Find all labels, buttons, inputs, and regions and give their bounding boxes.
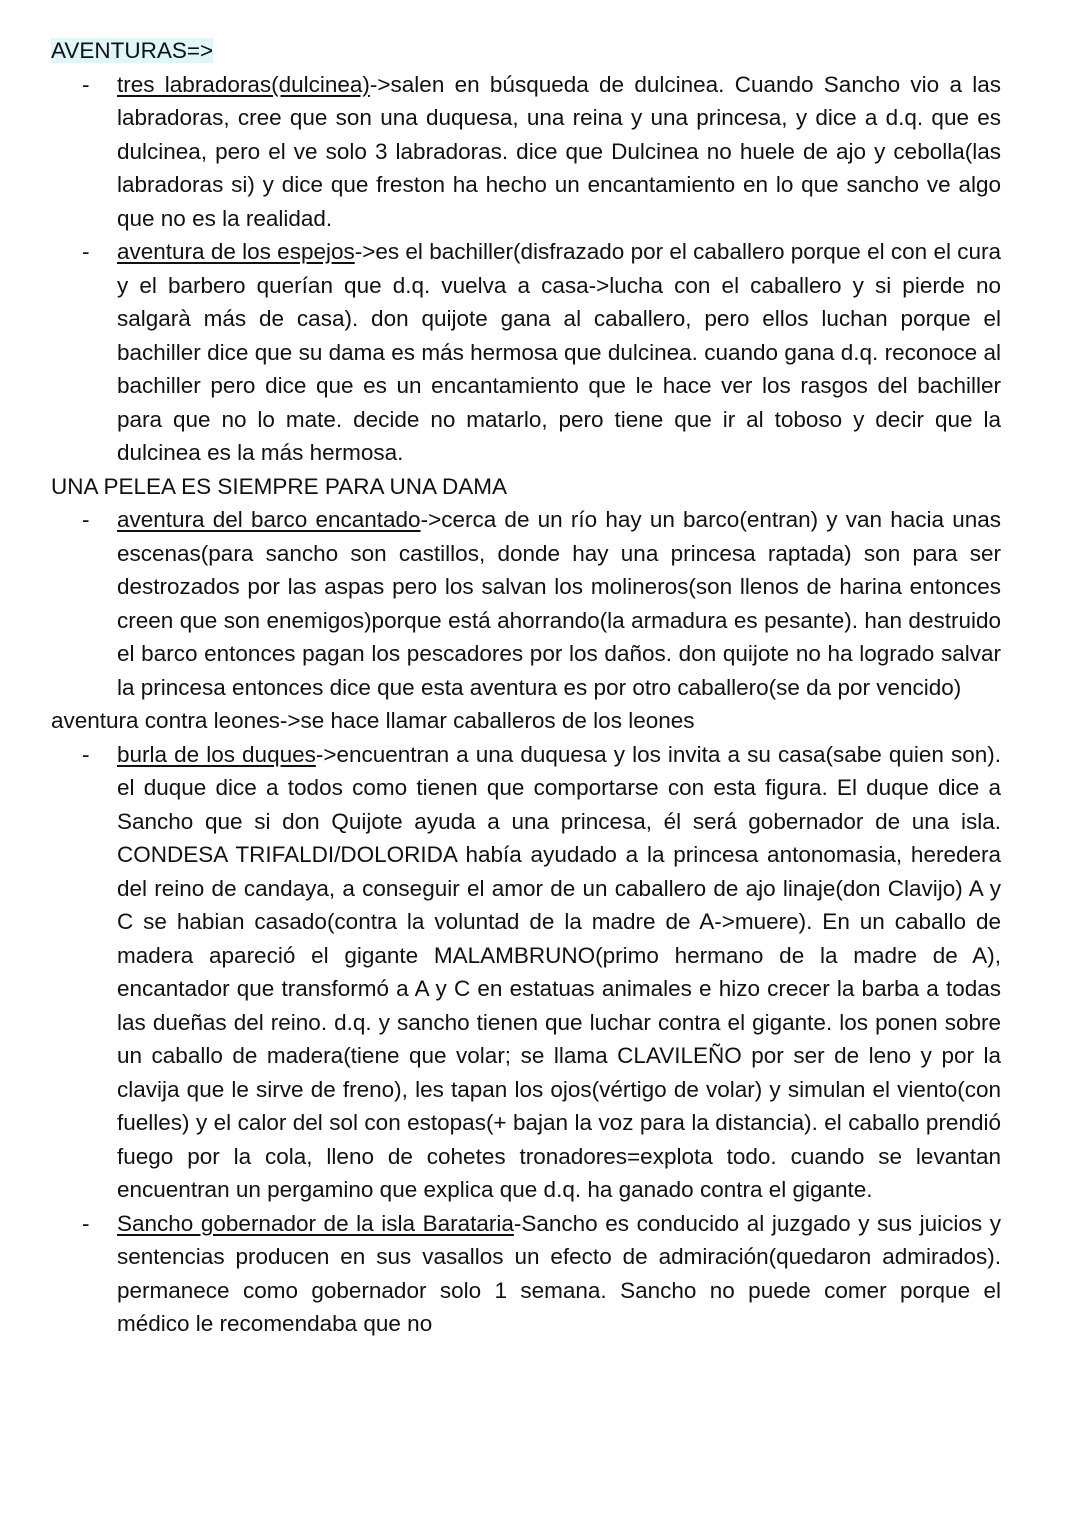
list-item-tres-labradoras [82,68,1001,236]
item-text: ->es el bachiller(disfrazado por el caballero porque el con el cura y el barbero querían que d.q. vuelva a casa->lucha con el caballero y si pierde no salgarà más de casa). don quijote gana al caballero, pero ellos luchan porque el bachiller dice que su dama es más hermosa que dulcinea. cuando gana d.q. reconoce al bachiller pero dice que es un encantamiento que le hace ver los rasgos del bachiller para que no lo mate. decide no matarlo, pero tiene que ir al toboso y decir que la dulcinea es la más hermosa. [117,239,1001,465]
heading-leones: aventura contra leones->se hace llamar caballeros de los leones [51,708,695,733]
bullet-dash: - [82,1210,90,1236]
list-item-burla-duques [82,738,1001,1207]
item-text: ->salen en búsqueda de dulcinea. Cuando Sancho vio a las labradoras, cree que son una duquesa, una reina y una princesa, y dice a d.q. que es dulcinea, pero el ve solo 3 labradoras. dice que Dulcinea no huele de ajo y cebolla(las labradoras si) y dice que freston ha hecho un encantamiento en lo que sancho ve algo que no es la realidad. [117,71,1001,231]
highlighted-heading: AVENTURAS=> [51,38,214,63]
list-item-espejos [82,235,1001,470]
item-title: aventura de los espejos [117,239,355,264]
list-item-barco-encantado [82,503,1002,704]
list-item-sancho-gobernador [82,1207,1001,1341]
item-title: Sancho gobernador de la isla Barataria [117,1210,514,1236]
bullet-dash: - [82,71,90,97]
bullet-dash: - [82,741,90,767]
heading-aventuras [51,34,1001,68]
item-text: ->encuentran a una duquesa y los invita a su casa(sabe quien son). el duque dice a todos como tienen que comportarse con esta figura. El duque dice a Sancho que si don Quijote ayuda a una princesa, él será gobernador de una isla. CONDESA TRIFALDI/DOLORIDA había ayudado a la princesa antonomasia, heredera del reino de candaya, a conseguir el amor de un caballero de ajo linaje(don Clavijo) A y C se habian casado(contra la voluntad de la madre de A->muere). En un caballo de madera apareció el gigante MALAMBRUNO(primo hermano de la madre de A), encantador que transformó a A y C en estatuas animales e hizo crecer la barba a todas las dueñas del reino. d.q. y sancho tienen que luchar contra el gigante. los ponen sobre un caballo de madera(tiene que volar; se llama CLAVILEÑO por ser de leno y por la clavija que le sirve de freno), les tapan los ojos(vértigo de volar) y simulan el viento(con fuelles) y el calor del sol con estopas(+ bajan la voz para la distancia). el caballo prendió fuego por la cola, lleno de cohetes tronadores=explota todo. cuando se levantan encuentran un pergamino que explica que d.q. ha ganado contra el gigante. [117,741,1001,1202]
item-text: -Sancho es conducido al juzgado y sus juicios y sentencias producen en sus vasallos un efecto de admiración(quedaron admirados). permanece como gobernador solo 1 semana. Sancho no puede comer porque el médico le recomendaba que no [117,1210,1001,1336]
bullet-dash: - [82,239,90,264]
item-title: tres labradoras(dulcinea) [117,71,370,97]
heading-pelea: UNA PELEA ES SIEMPRE PARA UNA DAMA [51,473,507,499]
item-text: ->cerca de un río hay un barco(entran) y van hacia unas escenas(para sancho son castillos, donde hay una princesa raptada) son para ser destrozados por las aspas pero los salvan los molineros(son llenos de harina entonces creen que son enemigos)porque está ahorrando(la armadura es pesante). han destruido el barco entonces pagan los pescadores por los daños. don quijote no ha logrado salvar la princesa entonces dice que esta aventura es por otro caballero(se da por vencido) [117,507,1002,700]
item-title: burla de los duques [117,741,316,767]
document-page [51,34,1001,1341]
bullet-dash: - [82,507,90,532]
item-title: aventura del barco encantado [117,507,421,532]
